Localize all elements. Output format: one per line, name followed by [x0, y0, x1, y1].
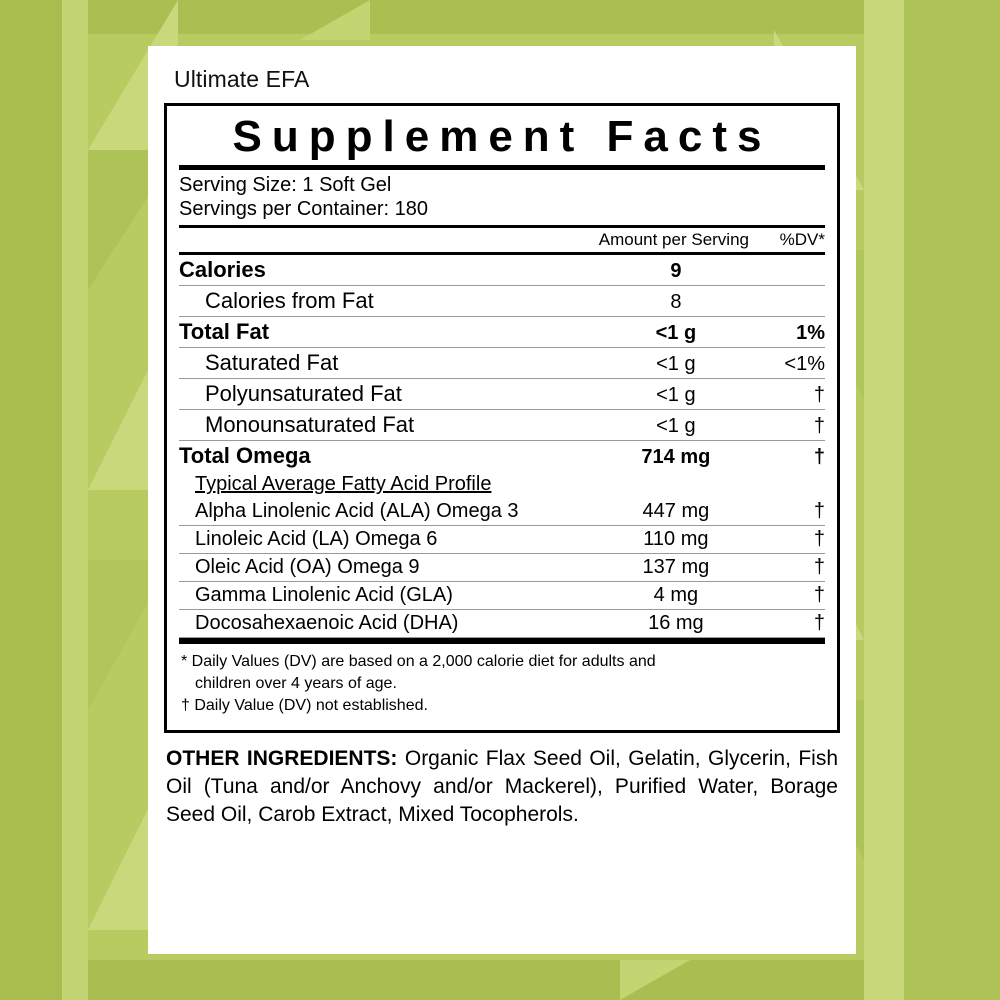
- row-name: Linoleic Acid (LA) Omega 6: [179, 526, 599, 554]
- row-dv: †: [753, 526, 825, 554]
- row-amount: <1 g: [599, 379, 753, 410]
- header-blank: [179, 228, 599, 254]
- row-name: Total Omega: [179, 443, 311, 469]
- bg-triangle-11: [620, 960, 690, 1000]
- row-name: Alpha Linolenic Acid (ALA) Omega 3: [179, 498, 599, 526]
- row-name: Total Fat: [179, 317, 599, 348]
- bg-triangle-10: [300, 0, 370, 40]
- footnote-dagger: † Daily Value (DV) not established.: [181, 697, 428, 715]
- row-amount: 9: [599, 254, 753, 286]
- row-dv: <1%: [753, 348, 825, 379]
- table-row: [179, 286, 825, 317]
- table-row: [179, 526, 825, 554]
- row-dv: †: [753, 498, 825, 526]
- bg-band-left: [0, 0, 62, 1000]
- footnotes: [179, 644, 825, 724]
- serving-size: Serving Size: 1 Soft Gel: [179, 173, 392, 196]
- row-name: Monounsaturated Fat: [179, 410, 599, 441]
- table-row: [179, 554, 825, 582]
- row-name: Calories: [179, 254, 599, 286]
- row-dv: †: [753, 610, 825, 638]
- nutrition-table: [179, 228, 825, 638]
- row-amount: 110 mg: [599, 526, 753, 554]
- row-amount: 16 mg: [599, 610, 753, 638]
- nutrition-table-body: [179, 228, 825, 638]
- table-row: [179, 498, 825, 526]
- page-title: Ultimate EFA: [174, 66, 310, 92]
- row-dv: †: [753, 410, 825, 441]
- other-ingredients-text: Organic Flax Seed Oil, Gelatin, Glycerin, Fish Oil (Tuna and/or Anchovy and/or Mackerel), Purified Water, Borage Seed Oil, Carob Extract, Mixed Tocopherols.: [166, 747, 838, 826]
- table-row: [179, 379, 825, 410]
- table-row: [179, 471, 825, 498]
- row-amount: <1 g: [599, 410, 753, 441]
- table-row: [179, 410, 825, 441]
- row-name: Docosahexaenoic Acid (DHA): [179, 610, 599, 638]
- row-dv: †: [753, 582, 825, 610]
- row-amount: 4 mg: [599, 582, 753, 610]
- row-amount: 137 mg: [599, 554, 753, 582]
- serving-info: [179, 170, 825, 226]
- servings-per-container: Servings per Container: 180: [179, 198, 429, 221]
- header-percent-dv: %DV*: [753, 228, 825, 254]
- other-ingredients: [162, 733, 842, 828]
- row-amount: <1 g: [599, 317, 753, 348]
- row-name: Saturated Fat: [179, 348, 599, 379]
- footnote-star-line2: children over 4 years of age.: [195, 675, 397, 693]
- supplement-facts-panel: [164, 103, 840, 733]
- table-header-row: [179, 228, 825, 254]
- row-dv: [753, 254, 825, 286]
- row-name: Calories from Fat: [179, 286, 599, 317]
- supplement-facts-heading: Supplement Facts: [232, 112, 772, 161]
- row-amount: 714 mg: [641, 446, 711, 469]
- row-name: Gamma Linolenic Acid (GLA): [179, 582, 599, 610]
- row-dv: †: [813, 446, 825, 469]
- row-dv: [753, 471, 825, 498]
- other-ingredients-label: OTHER INGREDIENTS:: [166, 747, 398, 771]
- row-dv: [753, 286, 825, 317]
- bg-band-left-inner: [62, 0, 88, 1000]
- footnote-star-line2-wrap: [181, 674, 825, 694]
- row-amount: [599, 471, 753, 498]
- footnote-star-line1: * Daily Values (DV) are based on a 2,000 calorie diet for adults and: [181, 653, 656, 671]
- row-amount: <1 g: [599, 348, 753, 379]
- row-dv: 1%: [753, 317, 825, 348]
- bg-band-right-inner: [864, 0, 904, 1000]
- table-row: [179, 441, 825, 472]
- bg-band-right: [904, 0, 1000, 1000]
- table-row: [179, 610, 825, 638]
- bg-band-bottom: [0, 960, 1000, 1000]
- row-amount: 8: [599, 286, 753, 317]
- row-name: Typical Average Fatty Acid Profile: [195, 473, 492, 496]
- header-amount-per-serving: Amount per Serving: [599, 228, 753, 254]
- supplement-label-card: [148, 46, 856, 954]
- row-dv: †: [753, 379, 825, 410]
- row-amount: 447 mg: [599, 498, 753, 526]
- row-name: Polyunsaturated Fat: [179, 379, 599, 410]
- table-row: [179, 348, 825, 379]
- table-row: [179, 582, 825, 610]
- row-dv: †: [753, 554, 825, 582]
- table-row: [179, 254, 825, 286]
- table-row: [179, 317, 825, 348]
- row-name: Oleic Acid (OA) Omega 9: [179, 554, 599, 582]
